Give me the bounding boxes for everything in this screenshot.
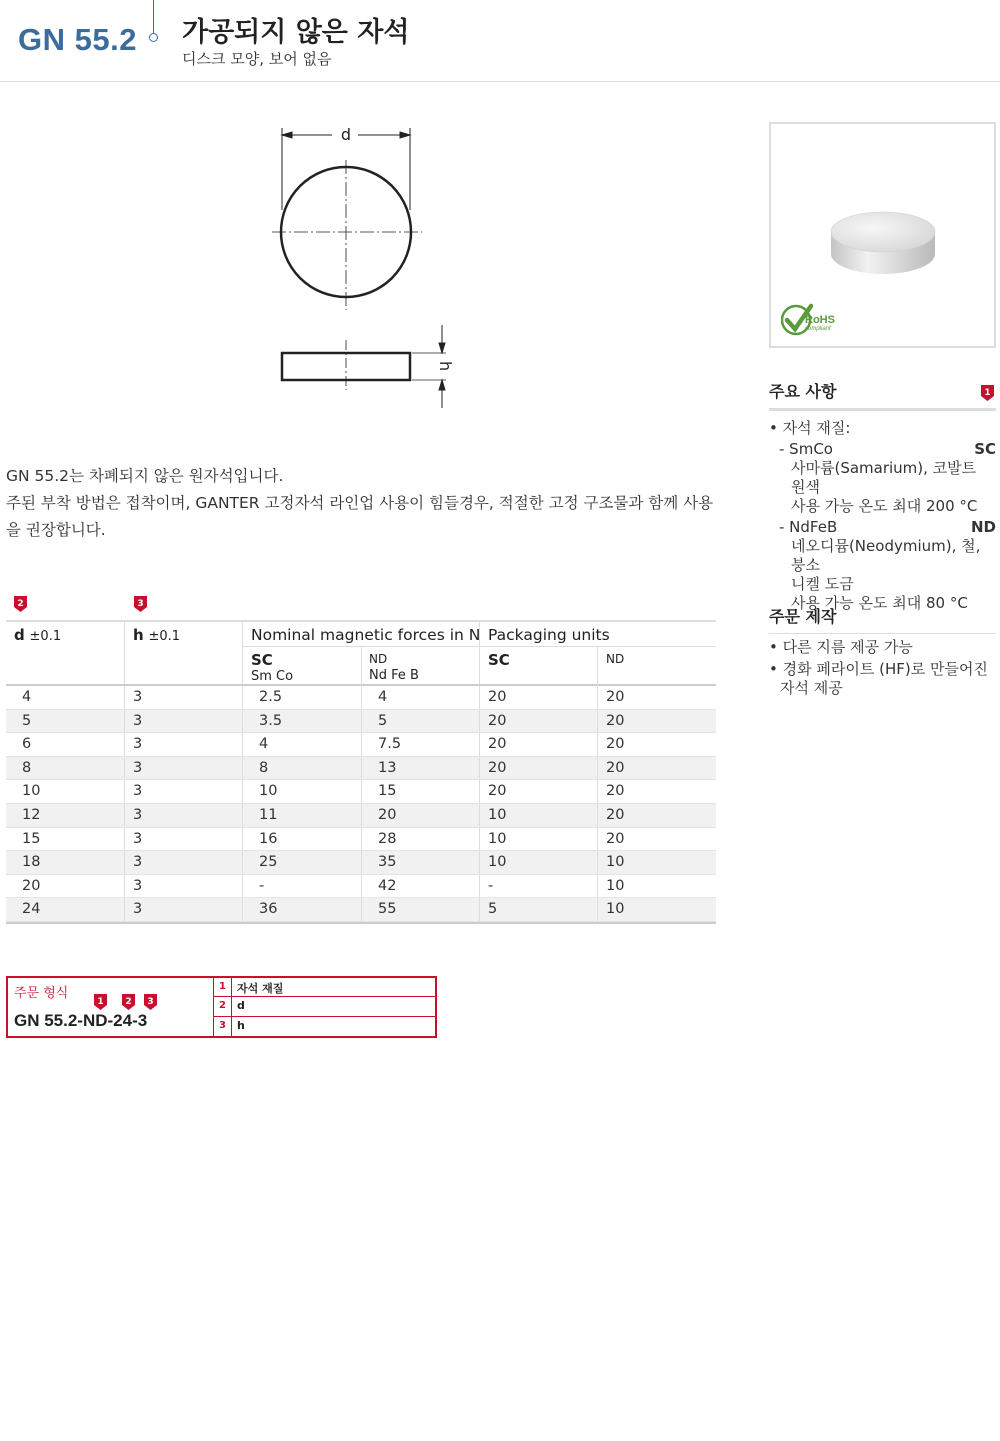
description-line: GN 55.2는 차폐되지 않은 원자석입니다.	[6, 467, 284, 485]
smco-name: - SmCo	[779, 440, 833, 458]
cell-d: 6	[22, 736, 32, 753]
description-line: 을 권장합니다.	[6, 521, 106, 539]
svg-text:2: 2	[17, 599, 24, 609]
cell-pack-sc: 10	[488, 806, 507, 823]
ref-badge-3-icon	[134, 596, 147, 612]
diameter-label: d	[340, 125, 352, 144]
cell-pack-nd: 20	[606, 689, 625, 705]
cell-pack-sc: 10	[488, 854, 507, 871]
dimension-table	[6, 620, 716, 924]
cell-force-sc: 10	[259, 783, 278, 800]
ref-badge-2-icon	[14, 596, 27, 612]
ndfeb-temp: 사용 가능 온도 최대 80 °C	[791, 594, 968, 612]
cell-d: 15	[22, 830, 41, 847]
col-header-d: d ±0.1	[14, 626, 62, 644]
cell-pack-nd: 20	[606, 806, 625, 823]
cell-force-nd: 20	[378, 806, 397, 823]
table-body	[6, 686, 716, 922]
custom-item: • 경화 페라이트 (HF)로 만들어진	[769, 660, 988, 678]
col-header-pack-sc: SC	[488, 651, 510, 669]
order-badge-2-icon	[122, 994, 135, 1010]
technical-drawing	[262, 120, 462, 420]
smco-color: 원색	[791, 478, 820, 496]
svg-text:3: 3	[137, 599, 144, 609]
cell-h: 3	[133, 759, 143, 776]
cell-force-sc: 2.5	[259, 689, 283, 705]
key-notes-title: 주요 사항	[769, 382, 837, 401]
description-line: 주된 부착 방법은 접착이며, GANTER 고정자석 라인업 사용이 힘들경우, 적절한 고정 구조물과 함께 사용	[6, 494, 714, 512]
ndfeb-desc: 네오디뮴(Neodymium), 철, 붕소	[791, 537, 981, 574]
order-legend-row: 2 d	[214, 997, 435, 1016]
col-header-sc: SC	[251, 651, 273, 669]
cell-d: 5	[22, 712, 32, 729]
cell-pack-nd: 20	[606, 783, 625, 800]
svg-text:3: 3	[147, 997, 154, 1007]
page-header	[0, 0, 1000, 82]
cell-h: 3	[133, 736, 143, 753]
cell-pack-sc: 5	[488, 901, 498, 918]
table-row	[6, 780, 716, 804]
cell-pack-sc: -	[488, 877, 494, 894]
custom-order-title: 주문 제작	[769, 607, 837, 626]
cell-force-sc: 25	[259, 854, 278, 871]
cell-force-nd: 15	[378, 783, 397, 800]
cell-force-sc: 4	[259, 736, 269, 753]
table-row	[6, 757, 716, 781]
ndfeb-name: - NdFeB	[779, 518, 838, 536]
cell-force-nd: 7.5	[378, 736, 402, 753]
col-sub-ndfeb: Nd Fe B	[369, 668, 419, 683]
rohs-subtext: compliant	[805, 326, 831, 332]
cell-d: 18	[22, 854, 41, 871]
table-row	[6, 875, 716, 899]
page-subtitle: 디스크 모양, 보어 없음	[182, 50, 332, 68]
cell-pack-nd: 20	[606, 830, 625, 847]
product-description	[6, 463, 726, 544]
cell-d: 4	[22, 689, 32, 705]
cell-force-nd: 4	[378, 689, 388, 705]
custom-item-cont: 자석 제공	[780, 679, 843, 697]
ndfeb-code: ND	[970, 518, 996, 536]
rohs-text: RoHS	[805, 314, 835, 326]
sidebar-key-notes	[769, 379, 996, 613]
material-label: • 자석 재질:	[769, 419, 851, 437]
cell-h: 3	[133, 689, 143, 705]
header-divider	[153, 0, 154, 34]
ref-badge-1-icon	[981, 385, 994, 401]
cell-force-sc: 3.5	[259, 712, 283, 729]
cell-force-nd: 42	[378, 877, 397, 894]
ndfeb-coating: 니켈 도금	[791, 575, 854, 593]
cell-pack-sc: 20	[488, 689, 507, 705]
table-header	[6, 620, 716, 686]
svg-text:1: 1	[984, 388, 991, 398]
col-header-h: h ±0.1	[133, 626, 181, 644]
cell-pack-sc: 20	[488, 712, 507, 729]
order-format-label: 주문 형식	[14, 986, 69, 1001]
cell-pack-sc: 20	[488, 759, 507, 776]
cell-pack-sc: 10	[488, 830, 507, 847]
svg-text:2: 2	[125, 997, 132, 1007]
order-format-box	[6, 976, 437, 1038]
table-row	[6, 828, 716, 852]
cell-h: 3	[133, 806, 143, 823]
cell-h: 3	[133, 830, 143, 847]
cell-d: 12	[22, 806, 41, 823]
smco-code: SC	[974, 440, 996, 458]
col-header-pack-nd: ND	[606, 652, 625, 666]
cell-pack-sc: 20	[488, 736, 507, 753]
cell-pack-nd: 10	[606, 877, 625, 894]
cell-pack-nd: 20	[606, 759, 625, 776]
custom-item: • 다른 지름 제공 가능	[769, 638, 913, 656]
order-legend-row: 3 h	[214, 1017, 435, 1036]
table-row	[6, 804, 716, 828]
cell-pack-sc: 20	[488, 783, 507, 800]
col-header-nd: ND	[369, 652, 388, 666]
header-dot	[149, 33, 158, 42]
cell-h: 3	[133, 854, 143, 871]
order-example: GN 55.2-ND-24-3	[14, 1011, 148, 1030]
cell-force-nd: 55	[378, 901, 397, 918]
cell-force-sc: 36	[259, 901, 278, 918]
cell-d: 24	[22, 901, 41, 918]
table-row	[6, 898, 716, 922]
col-group-packaging: Packaging units	[488, 626, 610, 644]
table-row	[6, 710, 716, 734]
cell-force-sc: 11	[259, 806, 278, 823]
height-label: h	[436, 360, 455, 372]
cell-force-sc: -	[259, 877, 265, 894]
cell-force-nd: 28	[378, 830, 397, 847]
page-title: 가공되지 않은 자석	[182, 17, 410, 48]
cell-d: 20	[22, 877, 41, 894]
svg-text:1: 1	[97, 997, 104, 1007]
order-badge-1-icon	[94, 994, 107, 1010]
order-legend	[213, 978, 435, 1036]
cell-force-sc: 8	[259, 759, 269, 776]
order-badge-3-icon	[144, 994, 157, 1010]
cell-h: 3	[133, 901, 143, 918]
table-row	[6, 851, 716, 875]
table-row	[6, 733, 716, 757]
cell-pack-nd: 10	[606, 854, 625, 871]
rohs-logo	[781, 302, 845, 338]
col-sub-smco: Sm Co	[251, 669, 294, 684]
cell-force-nd: 13	[378, 759, 397, 776]
sidebar-custom-order	[769, 604, 996, 698]
cell-force-sc: 16	[259, 830, 278, 847]
product-code: GN 55.2	[18, 22, 137, 57]
smco-desc: 사마륨(Samarium), 코발트	[791, 459, 977, 477]
col-group-force: Nominal magnetic forces in N	[251, 626, 481, 644]
order-legend-row: 1 자석 재질	[214, 978, 435, 997]
table-row	[6, 686, 716, 710]
cell-h: 3	[133, 783, 143, 800]
cell-h: 3	[133, 877, 143, 894]
smco-temp: 사용 가능 온도 최대 200 °C	[791, 497, 978, 515]
cell-force-nd: 5	[378, 712, 388, 729]
cell-d: 10	[22, 783, 41, 800]
cell-pack-nd: 20	[606, 736, 625, 753]
cell-pack-nd: 10	[606, 901, 625, 918]
cell-force-nd: 35	[378, 854, 397, 871]
product-photo-panel	[769, 122, 996, 348]
cell-d: 8	[22, 759, 32, 776]
cell-h: 3	[133, 712, 143, 729]
cell-pack-nd: 20	[606, 712, 625, 729]
